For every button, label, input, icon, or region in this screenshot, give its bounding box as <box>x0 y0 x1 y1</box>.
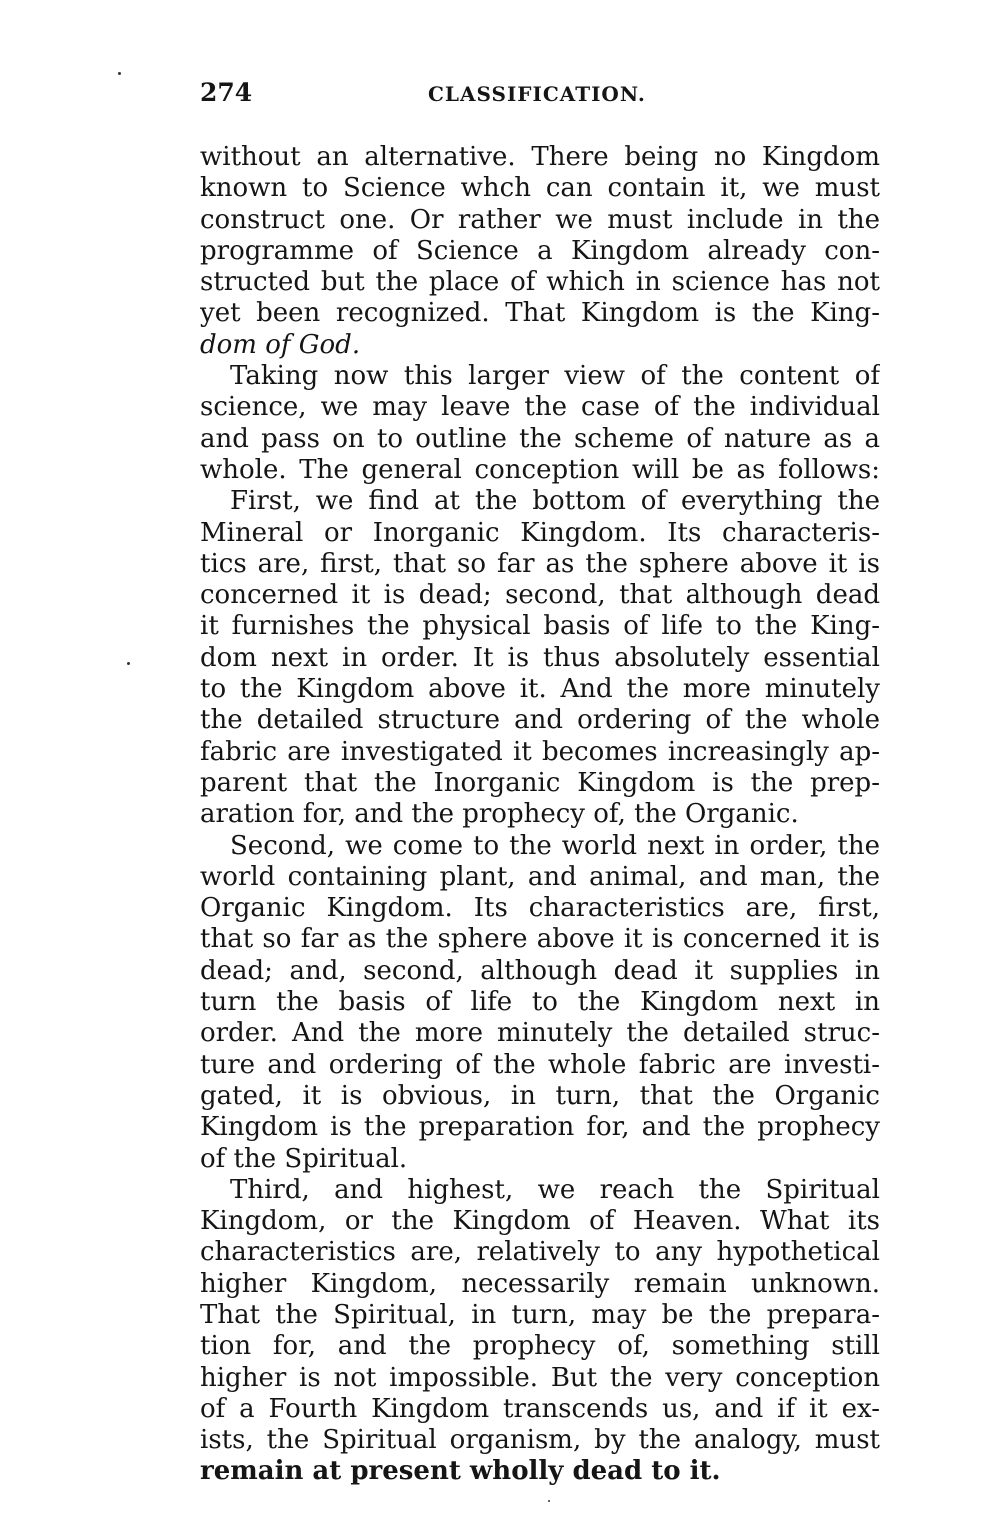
text-line: construct one. Or rather we must include in the <box>200 204 880 235</box>
text-line: that so far as the sphere above it is concerned it is <box>200 924 880 955</box>
text-line: whole. The general conception will be as follows: <box>200 454 880 485</box>
text-line: world containing plant, and animal, and man, the <box>200 861 880 892</box>
text-line: gated, it is obvious, in turn, that the Organic <box>200 1080 880 1111</box>
text-line: tion for, and the prophecy of, something still <box>200 1331 880 1362</box>
text-line: it furnishes the physical basis of life to the King- <box>200 611 880 642</box>
text-line: programme of Science a Kingdom already con- <box>200 235 880 266</box>
text-line: ture and ordering of the whole fabric are investi- <box>200 1049 880 1080</box>
text-line: Second, we come to the world next in order, the <box>230 830 880 861</box>
text-line: Mineral or Inorganic Kingdom. Its characteris- <box>200 517 880 548</box>
text-line: dom of God. <box>200 329 361 360</box>
text-line: known to Science whch can contain it, we must <box>200 173 880 204</box>
text-line: concerned it is dead; second, that although dead <box>200 580 880 611</box>
text-line: dead; and, second, although dead it supplies in <box>200 955 880 986</box>
page-header <box>200 78 880 112</box>
running-head: CLASSIFICATION. <box>428 82 646 106</box>
text-line: the detailed structure and ordering of the whole <box>200 705 880 736</box>
text-line: yet been recognized. That Kingdom is the King- <box>200 298 880 329</box>
text-line: structed but the place of which in science has not <box>200 267 880 298</box>
text-line: Kingdom is the preparation for, and the prophecy <box>200 1112 880 1143</box>
text-line: Kingdom, or the Kingdom of Heaven. What its <box>200 1206 880 1237</box>
ink-speck <box>127 662 130 665</box>
text-line: Organic Kingdom. Its characteristics are, first, <box>200 893 880 924</box>
text-line: Third, and highest, we reach the Spiritual <box>230 1174 880 1205</box>
text-line: That the Spiritual, in turn, may be the prepara- <box>200 1299 880 1330</box>
text-line: without an alternative. There being no Kingdom <box>200 142 880 172</box>
text-line: parent that the Inorganic Kingdom is the prep- <box>200 767 880 798</box>
text-line: to the Kingdom above it. And the more minutely <box>200 674 880 705</box>
text-line: tics are, first, that so far as the sphere above it is <box>200 548 880 579</box>
text-line: ists, the Spiritual organism, by the analogy, must <box>200 1425 880 1456</box>
text-line: remain at present wholly dead to it. <box>200 1456 721 1487</box>
text-line: First, we find at the bottom of everything the <box>230 486 880 517</box>
text-line: order. And the more minutely the detailed struc- <box>200 1018 880 1049</box>
text-line: of a Fourth Kingdom transcends us, and if it ex- <box>200 1393 880 1424</box>
text-line: aration for, and the prophecy of, the Organic. <box>200 799 799 830</box>
text-line: fabric are investigated it becomes increasingly ap- <box>200 736 880 767</box>
text-line: dom next in order. It is thus absolutely essential <box>200 642 880 673</box>
text-line: of the Spiritual. <box>200 1143 408 1174</box>
text-line: turn the basis of life to the Kingdom next in <box>200 987 880 1018</box>
text-line: characteristics are, relatively to any hypothetical <box>200 1237 880 1268</box>
ink-speck <box>118 72 121 75</box>
text-line: higher is not impossible. But the very conception <box>200 1362 880 1393</box>
text-line: Taking now this larger view of the content of <box>230 361 880 392</box>
ink-speck <box>548 1500 550 1502</box>
text-line: science, we may leave the case of the individual <box>200 392 880 423</box>
text-line: and pass on to outline the scheme of nature as a <box>200 423 880 454</box>
page-number: 274 <box>200 78 253 107</box>
text-line: higher Kingdom, necessarily remain unknown. <box>200 1268 880 1299</box>
body-text <box>200 142 880 1488</box>
